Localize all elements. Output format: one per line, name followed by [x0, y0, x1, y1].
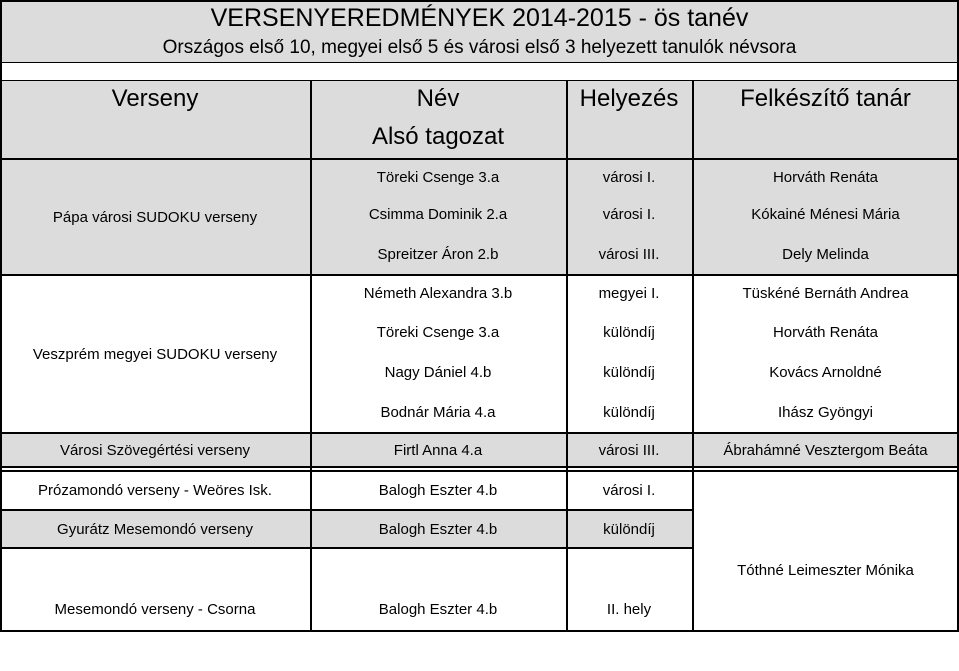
grid-line — [0, 509, 692, 511]
grid-line — [0, 274, 959, 276]
teacher-cell: Horváth Renáta — [772, 168, 879, 186]
grid-line — [0, 0, 2, 632]
teacher-cell: Kovács Arnoldné — [769, 363, 882, 381]
place-cell: különdíj — [603, 363, 655, 381]
name-cell: Balogh Eszter 4.b — [378, 520, 498, 538]
grid-line — [0, 0, 959, 2]
place-cell: megyei I. — [598, 285, 660, 302]
name-cell: Nagy Dániel 4.b — [384, 363, 492, 381]
grid-line — [0, 80, 959, 81]
competition-cell: Városi Szövegértési verseny — [59, 441, 251, 459]
place-cell: különdíj — [603, 323, 655, 341]
grid-line — [0, 630, 959, 632]
grid-line — [0, 432, 959, 434]
teacher-cell: Ábrahámné Vesztergom Beáta — [723, 441, 928, 459]
name-cell: Töreki Csenge 3.a — [376, 168, 500, 186]
place-cell: városi III. — [598, 245, 660, 263]
teacher-cell: Kókainé Ménesi Mária — [751, 205, 900, 223]
grid-line — [310, 80, 312, 632]
teacher-cell: Ihász Gyöngyi — [777, 404, 874, 421]
grid-line — [0, 62, 959, 63]
grid-line — [0, 547, 692, 549]
section-title: Alsó tagozat — [371, 123, 505, 150]
place-cell: különdíj — [603, 404, 655, 421]
page-title: VERSENYEREDMÉNYEK 2014-2015 - ös tanév — [210, 3, 749, 32]
name-cell: Csimma Dominik 2.a — [368, 205, 508, 223]
name-cell: Töreki Csenge 3.a — [376, 323, 500, 341]
name-cell: Bodnár Mária 4.a — [380, 404, 496, 421]
name-cell: Firtl Anna 4.a — [393, 441, 483, 459]
place-cell: városi III. — [598, 441, 660, 459]
grid-line — [692, 80, 694, 632]
grid-line — [566, 80, 568, 632]
teacher-cell: Dely Melinda — [782, 245, 869, 263]
competition-cell: Pápa városi SUDOKU verseny — [52, 208, 258, 226]
name-cell: Balogh Eszter 4.b — [378, 482, 498, 499]
place-cell: városi I. — [602, 205, 656, 223]
competition-cell: Gyurátz Mesemondó verseny — [57, 520, 253, 538]
page-subtitle: Országos első 10, megyei első 5 és városi első 3 helyezett tanulók névsora — [162, 37, 797, 58]
place-cell: városi I. — [602, 168, 656, 186]
name-cell: Spreitzer Áron 2.b — [377, 245, 499, 263]
teacher-cell: Tüskéné Bernáth Andrea — [742, 285, 909, 302]
column-header-competition: Verseny — [111, 84, 199, 112]
grid-line — [0, 470, 959, 472]
teacher-cell: Horváth Renáta — [772, 323, 879, 341]
column-header-name: Név — [416, 84, 460, 112]
place-cell: II. hely — [606, 600, 652, 618]
column-header-place: Helyezés — [579, 84, 679, 112]
competition-cell: Veszprém megyei SUDOKU verseny — [32, 345, 278, 363]
name-cell: Balogh Eszter 4.b — [378, 600, 498, 618]
competition-cell: Prózamondó verseny - Weöres Isk. — [38, 482, 272, 499]
place-cell: városi I. — [602, 482, 656, 499]
grid-line — [0, 466, 959, 468]
place-cell: különdíj — [603, 520, 655, 538]
name-cell: Németh Alexandra 3.b — [363, 285, 513, 302]
shared-teacher-cell: Tóthné Leimeszter Mónika — [737, 561, 914, 579]
grid-line — [0, 158, 959, 160]
column-header-teacher: Felkészítő tanár — [740, 84, 911, 112]
competition-cell: Mesemondó verseny - Csorna — [54, 600, 256, 618]
